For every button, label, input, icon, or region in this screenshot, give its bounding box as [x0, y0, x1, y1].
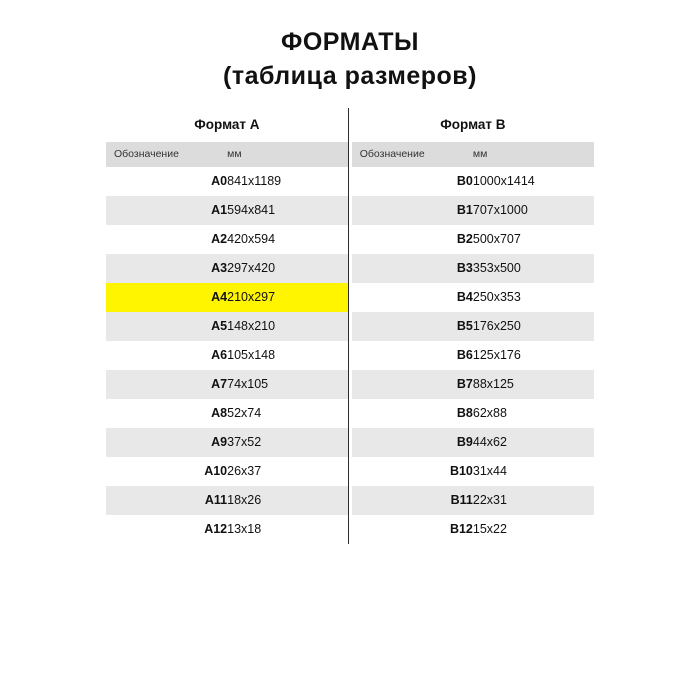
- b-code: B2: [352, 225, 473, 254]
- b-mm: 500x707: [473, 225, 594, 254]
- subheader-a-mm: мм: [227, 142, 348, 167]
- formats-table-wrapper: [106, 108, 594, 544]
- b-code: B5: [352, 312, 473, 341]
- formats-table: [106, 108, 594, 544]
- a-code: A10: [106, 457, 227, 486]
- a-code: A8: [106, 399, 227, 428]
- b-code: B1: [352, 196, 473, 225]
- page-title: [0, 0, 700, 94]
- subheader-b-designation: Обозначение: [352, 142, 473, 167]
- a-code: A12: [106, 515, 227, 544]
- b-mm: 353x500: [473, 254, 594, 283]
- b-code: B10: [352, 457, 473, 486]
- a-mm: 210x297: [227, 283, 348, 312]
- b-mm: 15x22: [473, 515, 594, 544]
- b-code: B9: [352, 428, 473, 457]
- a-mm: 594x841: [227, 196, 348, 225]
- b-mm: 176x250: [473, 312, 594, 341]
- subheader-a-designation: Обозначение: [106, 142, 227, 167]
- b-mm: 88x125: [473, 370, 594, 399]
- b-code: B6: [352, 341, 473, 370]
- group-header-b: Формат В: [352, 108, 594, 142]
- title-line-2: (таблица размеров): [223, 61, 477, 90]
- a-mm: 841x1189: [227, 167, 348, 196]
- group-header-a: Формат А: [106, 108, 348, 142]
- a-mm: 26x37: [227, 457, 348, 486]
- b-code: B11: [352, 486, 473, 515]
- b-code: B0: [352, 167, 473, 196]
- b-mm: 44x62: [473, 428, 594, 457]
- a-mm: 13x18: [227, 515, 348, 544]
- a-code: A6: [106, 341, 227, 370]
- b-mm: 250x353: [473, 283, 594, 312]
- b-mm: 707x1000: [473, 196, 594, 225]
- b-mm: 125x176: [473, 341, 594, 370]
- b-mm: 22x31: [473, 486, 594, 515]
- b-code: B3: [352, 254, 473, 283]
- a-code: A2: [106, 225, 227, 254]
- a-mm: 297x420: [227, 254, 348, 283]
- b-code: B8: [352, 399, 473, 428]
- formats-table-body: [106, 108, 594, 544]
- a-mm: 52x74: [227, 399, 348, 428]
- a-code: A3: [106, 254, 227, 283]
- b-mm: 31x44: [473, 457, 594, 486]
- b-code: B12: [352, 515, 473, 544]
- b-code: B4: [352, 283, 473, 312]
- b-mm: 1000x1414: [473, 167, 594, 196]
- a-code: A0: [106, 167, 227, 196]
- a-code: A9: [106, 428, 227, 457]
- a-code: A5: [106, 312, 227, 341]
- a-mm: 105x148: [227, 341, 348, 370]
- a-code: A4: [106, 283, 227, 312]
- subheader-b-mm: мм: [473, 142, 594, 167]
- a-mm: 420x594: [227, 225, 348, 254]
- a-mm: 18x26: [227, 486, 348, 515]
- a-mm: 37x52: [227, 428, 348, 457]
- a-mm: 74x105: [227, 370, 348, 399]
- a-code: A1: [106, 196, 227, 225]
- a-code: A11: [106, 486, 227, 515]
- a-mm: 148x210: [227, 312, 348, 341]
- b-code: B7: [352, 370, 473, 399]
- title-line-1: ФОРМАТЫ: [280, 28, 419, 56]
- a-code: A7: [106, 370, 227, 399]
- group-header-row: [106, 108, 594, 142]
- b-mm: 62x88: [473, 399, 594, 428]
